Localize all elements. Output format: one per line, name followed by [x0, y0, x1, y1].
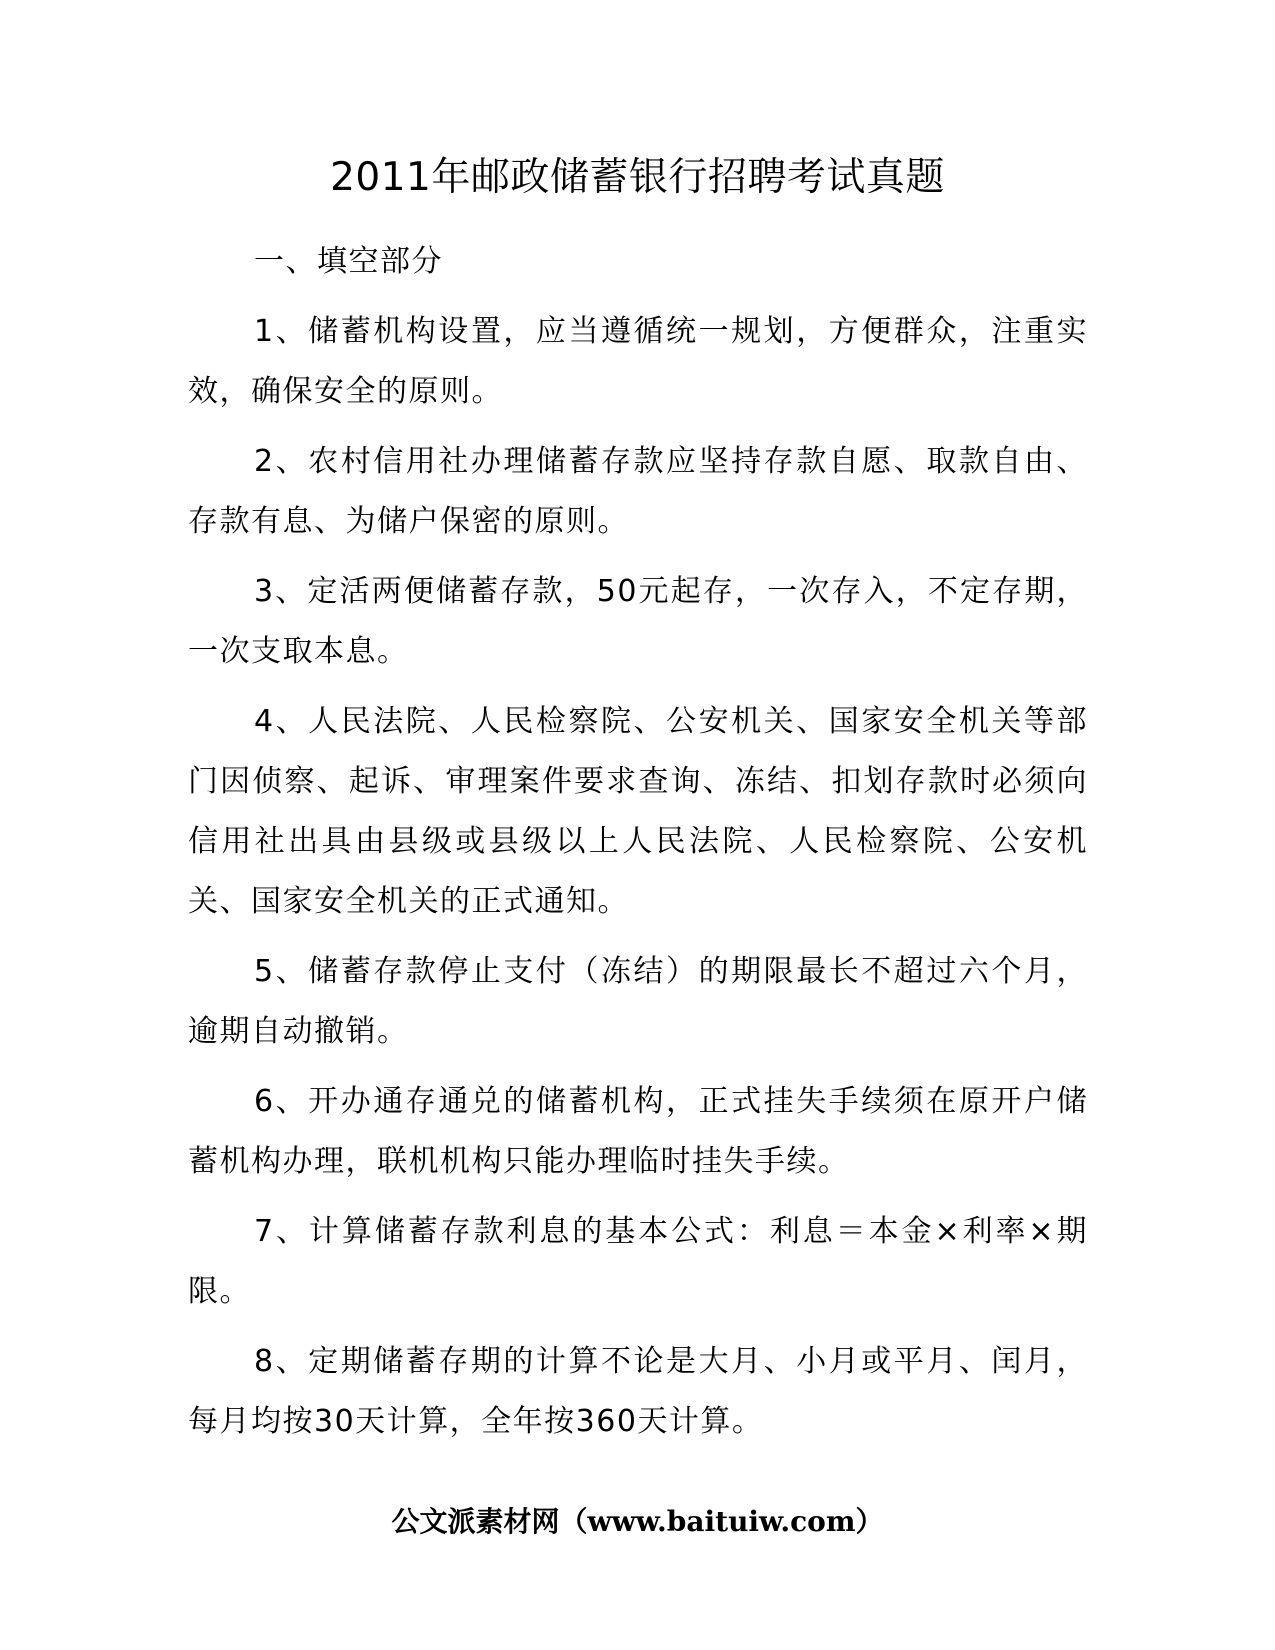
question-item-2: 2、农村信用社办理储蓄存款应坚持存款自愿、取款自由、存款有息、为储户保密的原则。: [188, 444, 1088, 539]
question-item-5: 5、储蓄存款停止支付（冻结）的期限最长不超过六个月，逾期自动撤销。: [188, 954, 1088, 1049]
question-item-3: 3、定活两便储蓄存款，50元起存，一次存入，不定存期，一次支取本息。: [188, 574, 1088, 669]
question-item-1: 1、储蓄机构设置，应当遵循统一规划，方便群众，注重实效，确保安全的原则。: [188, 314, 1088, 409]
document-title: 2011年邮政储蓄银行招聘考试真题: [330, 155, 945, 200]
question-item-6: 6、开办通存通兑的储蓄机构，正式挂失手续须在原开户储蓄机构办理，联机机构只能办理临时挂失手续。: [188, 1084, 1088, 1179]
footer-source: 公文派素材网（www.baituiw.com）: [391, 1505, 884, 1538]
document-body: [188, 232, 1088, 1462]
question-item-4: 4、人民法院、人民检察院、公安机关、国家安全机关等部门因侦察、起诉、审理案件要求查询、冻结、扣划存款时必须向信用社出具由县级或县级以上人民法院、人民检察院、公安机关、国家安全机关的正式通知。: [188, 704, 1088, 919]
section-heading: 一、填空部分: [254, 244, 443, 279]
question-item-8: 8、定期储蓄存期的计算不论是大月、小月或平月、闰月，每月均按30天计算，全年按360天计算。: [188, 1344, 1088, 1439]
question-item-7: 7、计算储蓄存款利息的基本公式：利息＝本金×利率×期限。: [188, 1214, 1088, 1309]
